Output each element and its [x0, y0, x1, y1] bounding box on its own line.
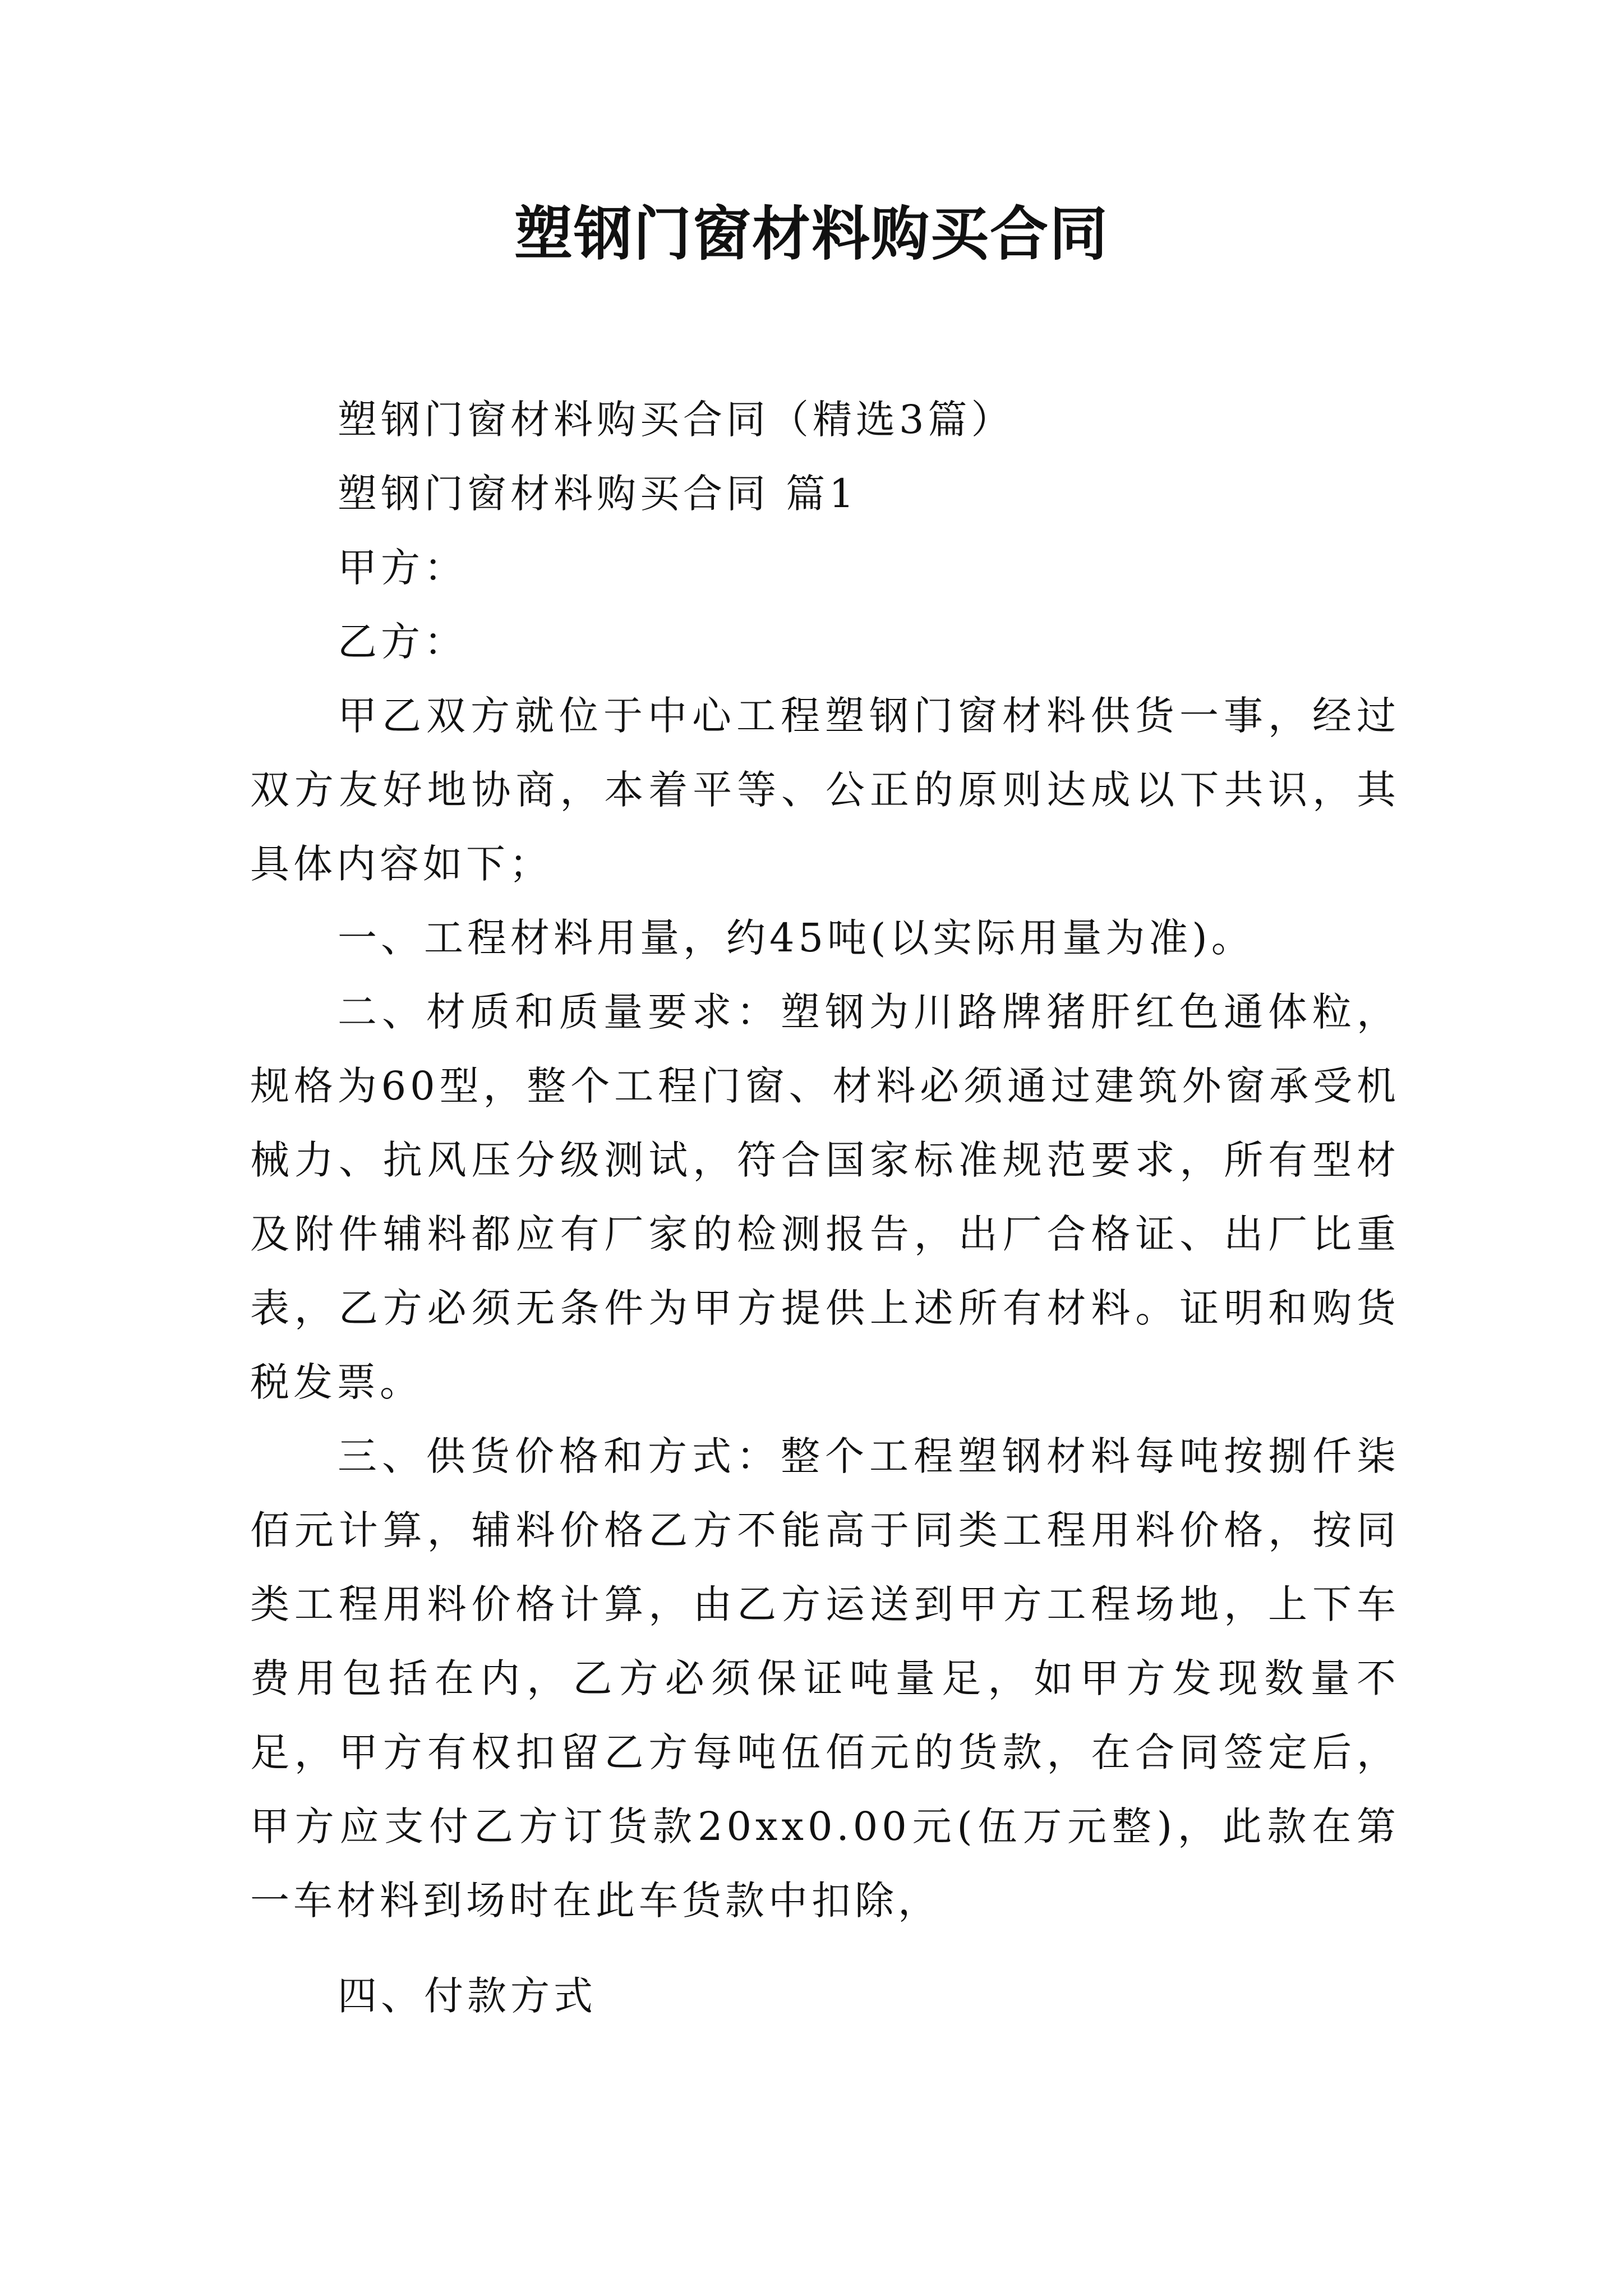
paragraph-clause-2: 二、材质和质量要求：塑钢为川路牌猪肝红色通体粒，规格为60型，整个工程门窗、材料必须通过建筑外窗承受机械力、抗风压分级测试，符合国家标准规范要求，所有型材及附件辅料都应有厂家的检测报告，出厂合格证、出厂比重表，乙方必须无条件为甲方提供上述所有材料。证明和购货税发票。 — [250, 989, 1400, 1405]
paragraph-clause-3: 三、供货价格和方式：整个工程塑钢材料每吨按捌仟柒佰元计算，辅料价格乙方不能高于同类工程用料价格，按同类工程用料价格计算，由乙方运送到甲方工程场地，上下车费用包括在内，乙方必须保证吨量足，如甲方发现数量不足，甲方有权扣留乙方每吨伍佰元的货款，在合同签定后，甲方应支付乙方订货款20xx0.00元(伍万元整)，此款在第一车材料到场时在此车货款中扣除， — [250, 1433, 1400, 1924]
document-body — [250, 383, 1400, 2033]
paragraph-party-a: 甲方： — [338, 545, 467, 591]
document-title: 塑钢门窗材料购买合同 — [514, 200, 1109, 268]
paragraph-clause-4-heading: 四、付款方式 — [338, 1973, 597, 2019]
paragraph-preamble: 甲乙双方就位于中心工程塑钢门窗材料供货一事，经过双方友好地协商，本着平等、公正的原则达成以下共识，其具体内容如下； — [250, 693, 1400, 887]
paragraph-clause-1: 一、工程材料用量，约45吨(以实际用量为准)。 — [338, 915, 1255, 961]
paragraph-part-heading: 塑钢门窗材料购买合同 篇1 — [338, 471, 858, 517]
paragraph-party-b: 乙方： — [338, 619, 467, 665]
paragraph-collection-heading: 塑钢门窗材料购买合同（精选3篇） — [338, 397, 1015, 443]
